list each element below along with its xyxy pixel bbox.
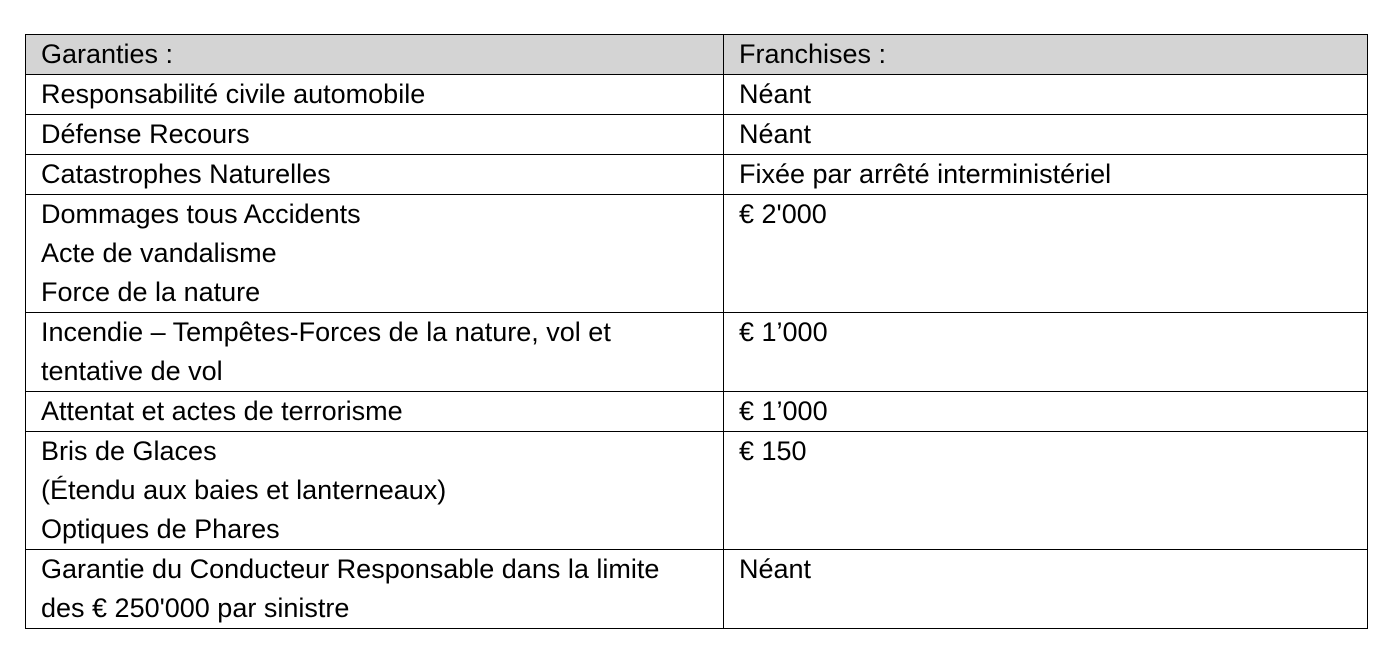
garantie-text: Garantie du Conducteur Responsable dans la limite des € 250'000 par sinistre bbox=[41, 554, 660, 623]
franchise-cell: Néant bbox=[724, 75, 1368, 115]
table-header-row bbox=[26, 35, 1368, 75]
garantie-text: Bris de Glaces bbox=[41, 436, 217, 466]
garantie-cell bbox=[26, 432, 724, 550]
garantie-text: Dommages tous Accidents bbox=[41, 199, 361, 229]
franchise-cell: Fixée par arrêté interministériel bbox=[724, 155, 1368, 195]
garantie-cell bbox=[26, 115, 724, 155]
table-row bbox=[26, 115, 1368, 155]
franchise-cell: Néant bbox=[724, 550, 1368, 629]
header-garanties: Garanties : bbox=[26, 35, 724, 75]
garantie-text: Attentat et actes de terrorisme bbox=[41, 396, 403, 426]
garantie-text: Incendie – Tempêtes-Forces de la nature, vol et tentative de vol bbox=[41, 317, 611, 386]
table-row bbox=[26, 392, 1368, 432]
garantie-text: Catastrophes Naturelles bbox=[41, 159, 331, 189]
table-row bbox=[26, 432, 1368, 550]
garantie-text: Force de la nature bbox=[41, 277, 261, 307]
table-row bbox=[26, 313, 1368, 392]
franchise-cell: € 2'000 bbox=[724, 195, 1368, 313]
table-row bbox=[26, 155, 1368, 195]
header-franchises: Franchises : bbox=[724, 35, 1368, 75]
table-row bbox=[26, 75, 1368, 115]
table-row bbox=[26, 195, 1368, 313]
franchise-cell: € 150 bbox=[724, 432, 1368, 550]
garantie-text: Responsabilité civile automobile bbox=[41, 79, 426, 109]
garantie-cell bbox=[26, 155, 724, 195]
franchise-cell: € 1’000 bbox=[724, 392, 1368, 432]
garantie-cell bbox=[26, 392, 724, 432]
franchise-cell: Néant bbox=[724, 115, 1368, 155]
garanties-franchises-table bbox=[25, 34, 1368, 629]
garantie-cell bbox=[26, 550, 724, 629]
garantie-text: Défense Recours bbox=[41, 119, 250, 149]
garantie-cell bbox=[26, 75, 724, 115]
garantie-cell bbox=[26, 195, 724, 313]
franchise-cell: € 1’000 bbox=[724, 313, 1368, 392]
table-row bbox=[26, 550, 1368, 629]
garantie-text: Acte de vandalisme bbox=[41, 238, 277, 268]
garantie-text: Optiques de Phares bbox=[41, 514, 280, 544]
garantie-text: (Étendu aux baies et lanterneaux) bbox=[41, 475, 447, 505]
garantie-cell bbox=[26, 313, 724, 392]
